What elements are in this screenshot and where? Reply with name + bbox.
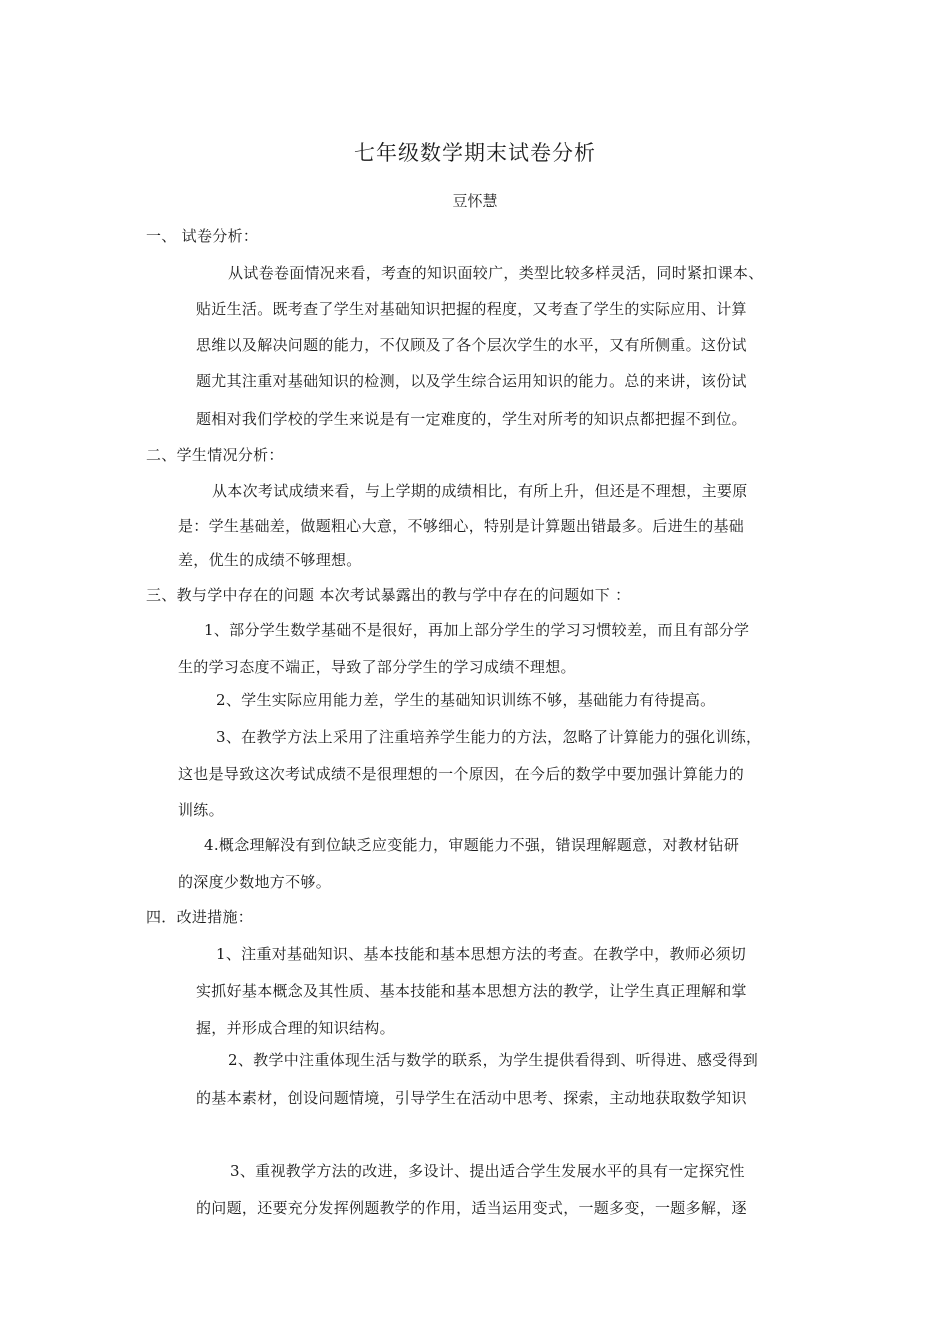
document-title: 七年级数学期末试卷分析 bbox=[354, 141, 596, 165]
paragraph-line: 从本次考试成绩来看，与上学期的成绩相比，有所上升，但还是不理想，主要原 bbox=[212, 482, 748, 500]
paragraph-line: 握，并形成合理的知识结构。 bbox=[196, 1019, 395, 1037]
section-heading: 三、教与学中存在的问题 本次考试暴露出的教与学中存在的问题如下 ： bbox=[146, 586, 631, 604]
paragraph-line: 是：学生基础差，做题粗心大意，不够细心，特别是计算题出错最多。后进生的基础 bbox=[178, 517, 745, 535]
section-heading: 二、学生情况分析： bbox=[146, 446, 284, 464]
paragraph-line: 从试卷卷面情况来看，考查的知识面较广，类型比较多样灵活，同时紧扣课本、 bbox=[228, 264, 764, 282]
paragraph-line: 3、重视教学方法的改进，多设计、提出适合学生发展水平的具有一定探究性 bbox=[230, 1162, 745, 1180]
section-heading: 一、 试卷分析： bbox=[146, 227, 259, 245]
paragraph-line: 贴近生活。既考查了学生对基础知识把握的程度，又考查了学生的实际应用、计算 bbox=[196, 300, 747, 318]
paragraph-line: 3、在教学方法上采用了注重培养学生能力的方法，忽略了计算能力的强化训练， bbox=[216, 728, 762, 746]
paragraph-line: 的问题，还要充分发挥例题教学的作用，适当运用变式，一题多变，一题多解，逐 bbox=[196, 1199, 747, 1217]
author-name: 豆怀慧 bbox=[452, 192, 498, 210]
paragraph-line: 思维以及解决问题的能力，不仅顾及了各个层次学生的水平，又有所侧重。这份试 bbox=[196, 336, 747, 354]
paragraph-line: 4.概念理解没有到位缺乏应变能力，审题能力不强，错误理解题意，对教材钻研 bbox=[204, 836, 740, 854]
paragraph-line: 的深度少数地方不够。 bbox=[178, 873, 332, 891]
paragraph-line: 1、注重对基础知识、基本技能和基本思想方法的考查。在教学中，教师必须切 bbox=[216, 945, 747, 963]
paragraph-line: 1、部分学生数学基础不是很好，再加上部分学生的学习习惯较差，而且有部分学 bbox=[204, 621, 750, 639]
paragraph-line: 2、学生实际应用能力差，学生的基础知识训练不够，基础能力有待提高。 bbox=[216, 691, 716, 709]
paragraph-line: 的基本素材，创设问题情境，引导学生在活动中思考、探索，主动地获取数学知识 bbox=[196, 1089, 747, 1107]
paragraph-line: 生的学习态度不端正，导致了部分学生的学习成绩不理想。 bbox=[178, 658, 576, 676]
section-heading: 四．改进措施： bbox=[146, 908, 254, 926]
paragraph-line: 题尤其注重对基础知识的检测，以及学生综合运用知识的能力。总的来讲，该份试 bbox=[196, 372, 747, 390]
paragraph-line: 训练。 bbox=[178, 801, 224, 819]
paragraph-line: 实抓好基本概念及其性质、基本技能和基本思想方法的教学，让学生真正理解和掌 bbox=[196, 982, 747, 1000]
paragraph-line: 2、教学中注重体现生活与数学的联系，为学生提供看得到、听得进、感受得到 bbox=[228, 1051, 759, 1069]
paragraph-line: 题相对我们学校的学生来说是有一定难度的，学生对所考的知识点都把握不到位。 bbox=[196, 410, 747, 428]
paragraph-line: 差，优生的成绩不够理想。 bbox=[178, 551, 362, 569]
paragraph-line: 这也是导致这次考试成绩不是很理想的一个原因，在今后的数学中要加强计算能力的 bbox=[178, 765, 745, 783]
